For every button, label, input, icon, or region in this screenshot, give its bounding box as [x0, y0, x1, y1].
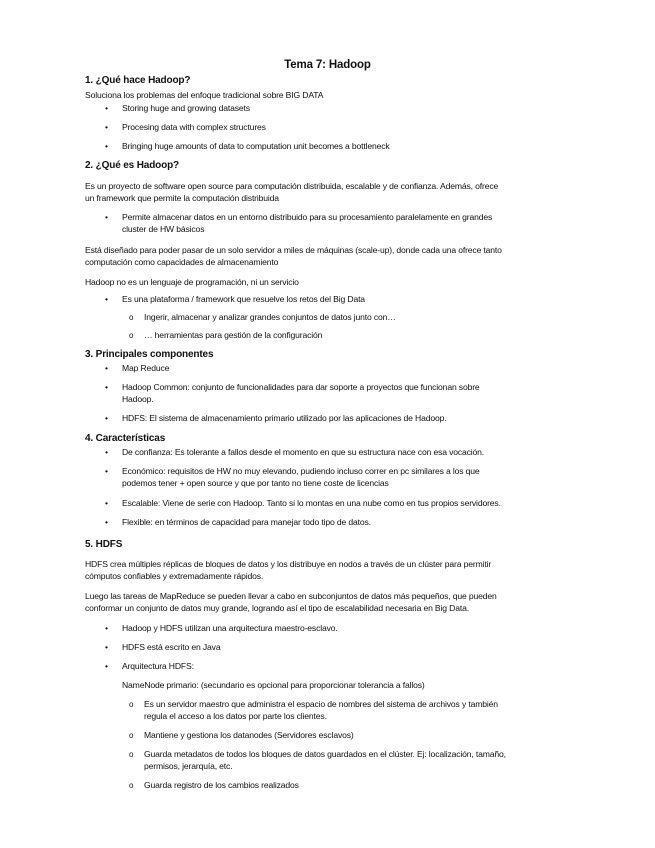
bullet-marker: • — [105, 363, 108, 373]
section-5-paragraph: Luego las tareas de MapReduce se pueden llevar a cabo en subconjuntos de datos más pequeños, que pueden — [85, 591, 497, 601]
section-3-bullet: Hadoop Common: conjunto de funcionalidades para dar soporte a proyectos que funcionan sobre — [122, 382, 480, 392]
section-2-paragraph: Está diseñado para poder pasar de un solo servidor a miles de máquinas (scale-up), donde cada una ofrece tanto — [85, 245, 502, 255]
sub-bullet-marker: o — [129, 700, 134, 709]
section-2-bullet: Es una plataforma / framework que resuelve los retos del Big Data — [122, 294, 365, 304]
section-1-intro: Soluciona los problemas del enfoque tradicional sobre BIG DATA — [85, 90, 324, 100]
section-1-heading: 1. ¿Qué hace Hadoop? — [85, 75, 191, 86]
section-2-bullet: Permite almacenar datos en un entorno distribuido para su procesamiento paralelamente en grandes — [122, 212, 493, 222]
section-5-paragraph: conformar un conjunto de datos muy grande, logrando así el tipo de escalabilidad necesaria en Big Data. — [85, 603, 469, 613]
section-4-bullet: Escalable: Viene de serie con Hadoop. Tanto si lo montas en una nube como en tus propios servidores. — [122, 498, 501, 508]
section-2-heading: 2. ¿Qué es Hadoop? — [85, 160, 179, 171]
sub-bullet-marker: o — [129, 331, 134, 340]
namenode-subitem: permisos, jerarquía, etc. — [144, 761, 233, 771]
namenode-subitem: Mantiene y gestiona los datanodes (Servidores esclavos) — [144, 730, 354, 740]
bullet-marker: • — [105, 294, 108, 304]
section-2-paragraph: Hadoop no es un lenguaje de programación, ni un servicio — [85, 277, 299, 287]
section-1-item: Bringing huge amounts of data to computation unit becomes a bottleneck — [122, 141, 390, 151]
bullet-marker: • — [105, 212, 108, 222]
bullet-marker: • — [105, 498, 108, 508]
section-1-item: Storing huge and growing datasets — [122, 103, 250, 113]
section-5-paragraph: cómputos confiables y extremadamente rápidos. — [85, 571, 264, 581]
bullet-marker: • — [105, 661, 108, 671]
section-3-bullet: HDFS: El sistema de almacenamiento primario utilizado por las aplicaciones de Hadoop. — [122, 413, 447, 423]
bullet-marker: • — [105, 447, 108, 457]
section-3-bullet: Hadoop. — [122, 394, 154, 404]
section-2-paragraph: Es un proyecto de software open source para computación distribuida, escalable y de confianza. Además, ofrece — [85, 181, 499, 191]
section-4-bullet: Económico: requisitos de HW no muy elevando, pudiendo incluso correr en pc similares a los que — [122, 466, 480, 476]
section-5-bullet: HDFS está escrito en Java — [122, 642, 221, 652]
section-2-bullet: cluster de HW básicos — [122, 224, 205, 234]
sub-bullet-marker: o — [129, 313, 134, 322]
bullet-marker: • — [105, 103, 108, 113]
section-5-bullet: Hadoop y HDFS utilizan una arquitectura maestro-esclavo. — [122, 623, 338, 633]
section-4-bullet: Flexible: en términos de capacidad para manejar todo tipo de datos. — [122, 517, 371, 527]
bullet-marker: • — [105, 141, 108, 151]
page-title: Tema 7: Hadoop — [284, 59, 371, 71]
section-5-paragraph: HDFS crea múltiples réplicas de bloques de datos y los distribuye en nodos a través de un clúster para permitir — [85, 559, 492, 569]
section-5-bullet: Arquitectura HDFS: — [122, 661, 194, 671]
bullet-marker: • — [105, 413, 108, 423]
sub-bullet-marker: o — [129, 731, 134, 740]
namenode-subitem: Guarda metadatos de todos los bloques de datos guardados en el clúster. Ej: localización, tamaño, — [144, 749, 506, 759]
bullet-marker: • — [105, 517, 108, 527]
section-5-heading: 5. HDFS — [85, 539, 123, 550]
section-2-subitem: Ingerir, almacenar y analizar grandes conjuntos de datos junto con… — [144, 312, 396, 322]
sub-bullet-marker: o — [129, 781, 134, 790]
namenode-subitem: Guarda registro de los cambios realizados — [144, 780, 299, 790]
bullet-marker: • — [105, 466, 108, 476]
namenode-subitem: regula el acceso a los datos por parte los clientes. — [144, 711, 327, 721]
bullet-marker: • — [105, 623, 108, 633]
section-4-bullet: podemos tener + open source y que por tanto no tiene coste de licencias — [122, 478, 389, 488]
bullet-marker: • — [105, 122, 108, 132]
section-3-heading: 3. Principales componentes — [85, 349, 214, 360]
namenode-line: NameNode primario: (secundario es opcional para proporcionar tolerancia a fallos) — [122, 680, 425, 690]
section-4-heading: 4. Características — [85, 433, 166, 444]
bullet-marker: • — [105, 382, 108, 392]
namenode-subitem: Es un servidor maestro que administra el espacio de nombres del sistema de archivos y también — [144, 699, 498, 709]
section-1-item: Procesing data with complex structures — [122, 122, 266, 132]
section-3-bullet: Map Reduce — [122, 363, 170, 373]
section-4-bullet: De confianza: Es tolerante a fallos desde el momento en que su estructura nace con esa vocación. — [122, 447, 485, 457]
section-2-subitem: … herramientas para gestión de la configuración — [144, 330, 323, 340]
sub-bullet-marker: o — [129, 750, 134, 759]
section-2-paragraph: computación como capacidades de almacenamiento — [85, 257, 279, 267]
section-2-paragraph: un framework que permite la computación distribuida — [85, 193, 279, 203]
bullet-marker: • — [105, 642, 108, 652]
